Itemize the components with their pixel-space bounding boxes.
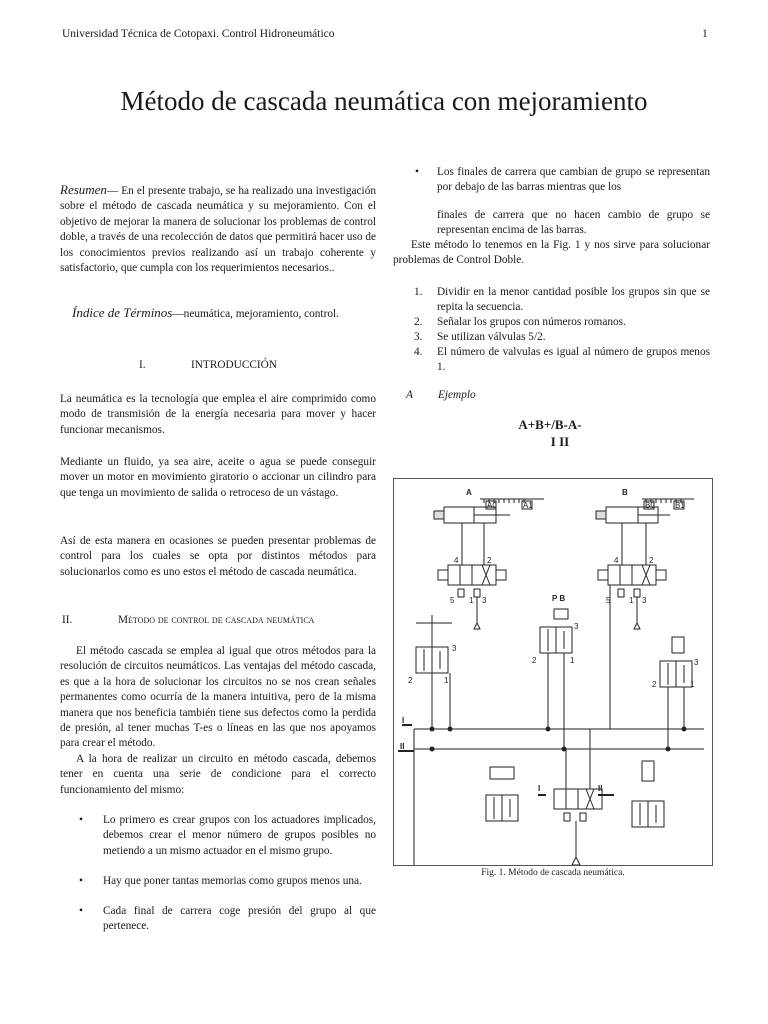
index-terms-dash: — xyxy=(172,308,184,320)
pushbutton-label: P B xyxy=(552,594,566,603)
port-label: 3 xyxy=(482,596,487,605)
cylinder-a xyxy=(434,488,544,523)
sequence: A+B+/B-A- xyxy=(518,417,582,432)
bullet-dot: • xyxy=(79,905,83,917)
index-terms xyxy=(72,305,378,322)
valve-32-right xyxy=(652,637,699,689)
item-text: El número de valvulas es igual al número de grupos menos 1. xyxy=(437,346,710,374)
item-text: Dividir en la menor cantidad posible los grupos sin que se repita la secuencia. xyxy=(437,286,710,314)
paper-title: Método de cascada neumática con mejoramiento xyxy=(120,86,648,116)
item-number: 3. xyxy=(414,331,423,343)
section2-paragraph: A la hora de realizar un circuito en método cascada, debemos tener en cuenta una serie de condicione para el correcto funcionamiento del mismo: xyxy=(60,753,376,796)
port-label: 3 xyxy=(694,658,699,667)
section1-paragraph: Mediante un fluido, ya sea aire, aceite o agua se puede conseguir mover un motor en movimiento giratorio o accionar un cilindro para que tenga un movimiento de salida o retroceso de un vástago. xyxy=(60,456,376,499)
running-title: Universidad Técnica de Cotopaxi. Control Hidroneumático xyxy=(62,28,335,40)
abstract xyxy=(60,182,376,276)
port-label: 1 xyxy=(570,656,575,665)
port-label: 1 xyxy=(690,680,695,689)
section1-paragraph: Así de esta manera en ocasiones se pueden presentar problemas de control para los cuales se opta por distintos métodos para solucionarlos como es uno estos el método de cascada neumática. xyxy=(60,535,376,578)
port-label: 5 xyxy=(606,596,611,605)
index-terms-text: neumática, mejoramiento, control. xyxy=(183,308,339,320)
groups: I II xyxy=(550,434,570,449)
pneumatic-circuit-diagram xyxy=(394,479,712,865)
bullet-text-part2: finales de carrera que no hacen cambio de grupo se representan encima de las barras. xyxy=(437,209,710,237)
valve-32-bottom-left xyxy=(486,767,518,821)
port-label: 4 xyxy=(454,556,459,565)
memory-label-ii: II xyxy=(598,784,603,793)
section2-number: II. xyxy=(62,614,73,626)
b0-label: B0 xyxy=(645,501,655,510)
section2-bullet xyxy=(79,813,376,859)
numbered-item xyxy=(414,330,710,345)
page-number: 1 xyxy=(702,28,708,40)
bullet-text-part1: Los finales de carrera que cambian de grupo se representan por debajo de las barras mientras que los xyxy=(437,166,710,194)
item-text: Se utilizan válvulas 5/2. xyxy=(437,331,546,343)
port-label: 1 xyxy=(469,596,474,605)
section2-bullet xyxy=(79,874,376,889)
bullet-text: Hay que poner tantas memorias como grupos menos una. xyxy=(103,875,362,887)
item-number: 4. xyxy=(414,346,423,358)
valve-a xyxy=(438,556,506,629)
port-label: 3 xyxy=(452,644,457,653)
port-label: 1 xyxy=(629,596,634,605)
port-label: 2 xyxy=(652,680,657,689)
item-number: 2. xyxy=(414,316,423,328)
section2-bullet xyxy=(79,904,376,935)
method-text: Este método lo tenemos en la Fig. 1 y nos sirve para solucionar problemas de Control Doble. xyxy=(393,239,710,267)
cylinder-b xyxy=(596,488,694,523)
abstract-text: En el presente trabajo, se ha realizado una investigación sobre el método de cascada neumática y su mejoramiento. Con el objetivo de mejorar la manera de solucionar los problemas de control doble, a través de una recolección de datos que permitirá hacer uso de los conocimientos previos realizando así un trabajo coherente y satisfactorio, que cumpla con los requerimientos necesarios.. xyxy=(60,185,376,275)
memory-label-i: I xyxy=(538,784,541,793)
numbered-item xyxy=(414,315,710,330)
a0-label: A0 xyxy=(487,501,497,510)
bullet-text: Cada final de carrera coge presión del grupo al que pertenece. xyxy=(103,905,376,933)
port-label: 2 xyxy=(487,556,492,565)
valve-32-pb xyxy=(532,609,579,665)
port-label: 2 xyxy=(408,676,413,685)
abstract-dash: — xyxy=(106,185,119,197)
bullet-dot: • xyxy=(79,814,83,826)
subsection-letter: A xyxy=(406,389,413,401)
bar-label-i: I xyxy=(402,716,405,725)
pneumatic-circuit-figure xyxy=(393,478,713,866)
bullet-dot: • xyxy=(79,875,83,887)
cylinder-b-label: B xyxy=(622,488,628,497)
bullet-dot: • xyxy=(415,166,419,178)
valve-b xyxy=(598,556,666,629)
subsection-title: Ejemplo xyxy=(438,389,476,401)
port-label: 3 xyxy=(574,622,579,631)
a1-label: A1 xyxy=(523,501,533,510)
numbered-item xyxy=(414,345,710,376)
section1-title: INTRODUCCIÓN xyxy=(191,359,277,371)
abstract-label: Resumen xyxy=(60,182,107,197)
bullet-text: Lo primero es crear grupos con los actuadores implicados, debemos crear el menor número de grupos posibles no metiendo a un mismo actuador en el mismo grupo. xyxy=(103,814,376,857)
port-label: 3 xyxy=(642,596,647,605)
port-label: 2 xyxy=(532,656,537,665)
item-number: 1. xyxy=(414,286,423,298)
port-label: 4 xyxy=(614,556,619,565)
b1-label: B1 xyxy=(675,501,685,510)
numbered-item xyxy=(414,285,710,316)
valve-32-bottom-right xyxy=(632,761,664,827)
index-terms-label: Índice de Términos xyxy=(72,305,173,320)
bar-label-ii: II xyxy=(400,742,405,751)
section2-paragraph: El método cascada se emplea al igual que otros métodos para la resolución de circuitos neumáticos. Las ventajas del método cascada, es que a la hora de solucionar los circuitos no se nos crean señales permanentes como ocurría de la manera intuitiva, pero de la misma manera que nos beneficia también tiene sus defectos como la perdida de presión, al tener muchas T-es o líneas en las que nos apoyamos para crear el método. xyxy=(60,645,376,750)
port-label: 1 xyxy=(444,676,449,685)
port-label: 5 xyxy=(450,596,455,605)
section1-number: I. xyxy=(139,359,146,371)
section1-paragraph: La neumática es la tecnología que emplea el aire comprimido como modo de transmisión de la energía necesaria para mover y hacer funcionar mecanismos. xyxy=(60,393,376,436)
figure-caption: Fig. 1. Método de cascada neumática. xyxy=(481,868,625,878)
port-label: 2 xyxy=(649,556,654,565)
item-text: Señalar los grupos con números romanos. xyxy=(437,316,626,328)
section2-title: Método de control de cascada neumática xyxy=(118,614,315,626)
cylinder-a-label: A xyxy=(466,488,472,497)
right-bullet xyxy=(415,165,710,196)
